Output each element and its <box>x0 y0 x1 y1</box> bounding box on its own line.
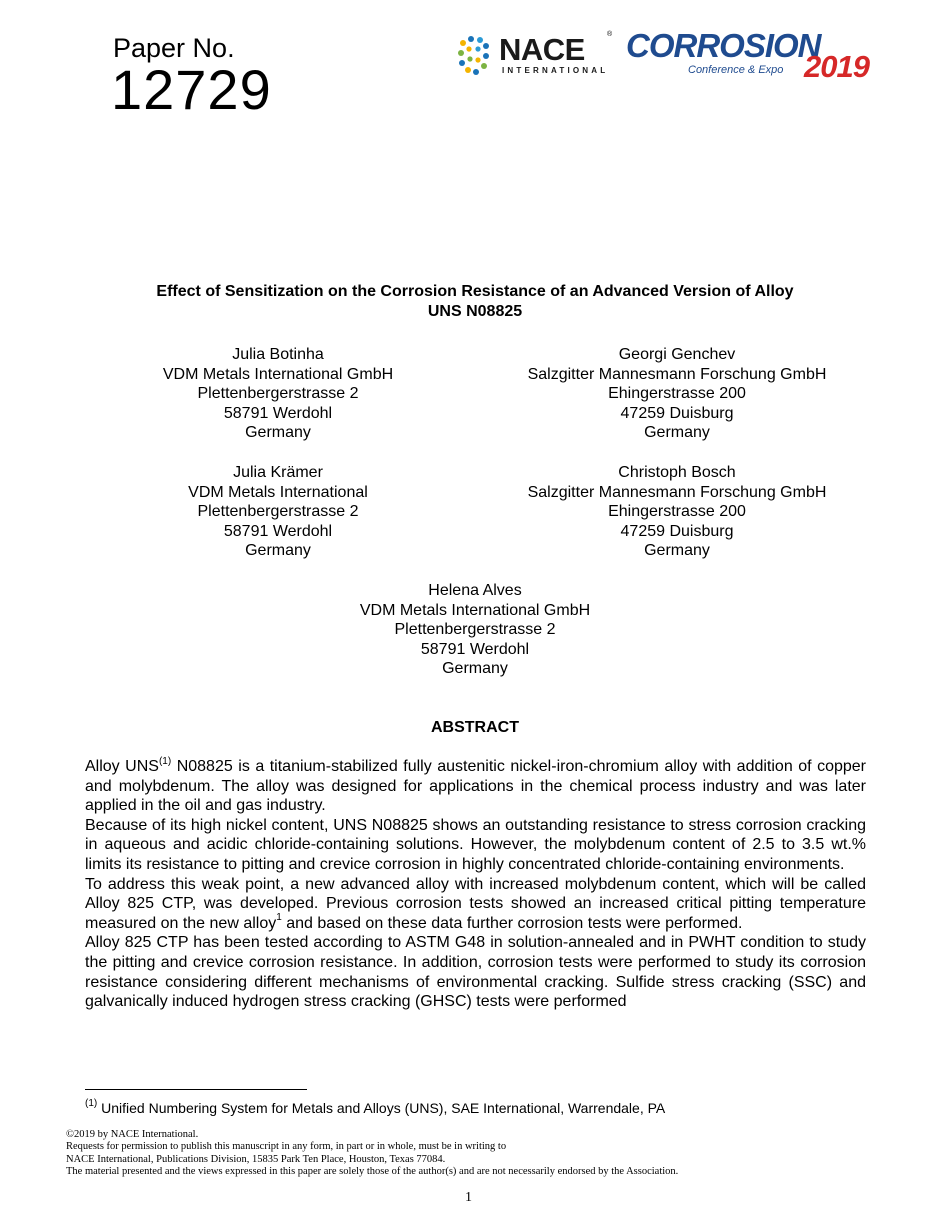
footnote-divider <box>85 1089 307 1090</box>
author-street: Plettenbergerstrasse 2 <box>197 503 359 521</box>
nace-globe-icon <box>455 33 497 79</box>
copyright-notice <box>66 1129 678 1179</box>
copyright-line: NACE International, Publications Division, 15835 Park Ten Place, Houston, Texas 77084. <box>66 1153 446 1165</box>
author-block-2 <box>487 345 867 443</box>
author-street: Ehingerstrasse 200 <box>608 503 746 521</box>
footnote <box>85 1100 665 1117</box>
corrosion-logo-subtext: Conference & Expo <box>688 64 784 76</box>
abstract-paragraph: Alloy UNS$^{(1)}$ N08825 is a titanium-stabilized fully austenitic nickel-iron-chromium alloy with addition of copper and molybdenum. The alloy was designed for applications in the chemical process industry and was later applied in the oil and gas industry. <box>85 755 867 815</box>
author-city: 58791 Werdohl <box>223 404 333 422</box>
nace-logo <box>455 33 615 79</box>
corrosion-logo-text: CORROSION <box>626 27 821 64</box>
author-street: Plettenbergerstrasse 2 <box>394 621 556 639</box>
footnote-marker: (1) <box>158 755 172 767</box>
author-org: VDM Metals International GmbH <box>359 601 591 619</box>
reference-marker: 1 <box>276 912 282 924</box>
nace-logo-text: NACE <box>499 32 585 67</box>
nace-logo-subtext: INTERNATIONAL <box>502 66 609 75</box>
paper-number-label: Paper No. <box>113 33 235 63</box>
author-org: VDM Metals International GmbH <box>162 365 394 383</box>
registered-mark: ® <box>607 31 613 38</box>
author-country: Germany <box>245 542 311 560</box>
author-city: 47259 Duisburg <box>620 404 734 422</box>
abstract-paragraph: Because of its high nickel content, UNS N08825 shows an outstanding resistance to stress corrosion cracking in aqueous and acidic chloride-containing solutions. However, the molybdenum content of 2.5 to 3.5 wt.% limits its resistance to pitting and crevice corrosion in highly concentrated chloride-containing environments. <box>85 816 866 873</box>
paper-number: 12729 <box>111 58 272 121</box>
page-number: 1 <box>465 1190 472 1205</box>
author-name: Julia Botinha <box>232 346 324 363</box>
author-org: Salzgitter Mannesmann Forschung GmbH <box>527 365 827 383</box>
author-org: VDM Metals International <box>188 483 368 501</box>
author-name: Georgi Genchev <box>618 346 736 363</box>
author-name: Julia Krämer <box>233 464 323 481</box>
footnote-marker: (1) <box>85 1098 98 1110</box>
author-name: Helena Alves <box>428 582 522 599</box>
author-org: Salzgitter Mannesmann Forschung GmbH <box>527 483 827 501</box>
author-city: 47259 Duisburg <box>620 522 734 540</box>
author-country: Germany <box>644 424 710 442</box>
copyright-line: ©2019 by NACE International. <box>66 1129 199 1140</box>
corrosion-2019-logo <box>624 28 884 88</box>
author-city: 58791 Werdohl <box>223 522 333 540</box>
paper-title <box>85 282 865 322</box>
author-block-3 <box>88 463 468 561</box>
author-city: 58791 Werdohl <box>420 640 530 658</box>
abstract-heading: ABSTRACT <box>431 719 519 736</box>
author-country: Germany <box>245 424 311 442</box>
author-country: Germany <box>442 660 508 678</box>
author-name: Christoph Bosch <box>618 464 736 481</box>
paper-title-line-1: Effect of Sensitization on the Corrosion Resistance of an Advanced Version of Alloy <box>156 283 794 300</box>
abstract-paragraph: To address this weak point, a new advanced alloy with increased molybdenum content, which will be called Alloy 825 CTP, was developed. Previous corrosion tests showed an increased critical pitting temperature measured on the new alloy$^1$ and based on these data further corrosion tests were performed. <box>85 875 866 932</box>
paper-title-line-2: UNS N08825 <box>427 303 523 320</box>
author-block-4 <box>487 463 867 561</box>
author-street: Ehingerstrasse 200 <box>608 385 746 403</box>
copyright-line: Requests for permission to publish this manuscript in any form, in part or in whole, must be in writing to <box>66 1141 507 1153</box>
corrosion-logo-year: 2019 <box>804 49 869 84</box>
author-block-1 <box>88 345 468 443</box>
footnote-text: Unified Numbering System for Metals and Alloys (UNS), SAE International, Warrendale, PA <box>97 1100 666 1116</box>
abstract-body <box>85 757 866 1012</box>
author-street: Plettenbergerstrasse 2 <box>197 385 359 403</box>
author-block-5 <box>285 581 665 679</box>
copyright-line: The material presented and the views expressed in this paper are solely those of the author(s) and are not necessarily endorsed by the Association. <box>66 1166 679 1178</box>
author-country: Germany <box>644 542 710 560</box>
abstract-paragraph: Alloy 825 CTP has been tested according to ASTM G48 in solution-annealed and in PWHT condition to study the pitting and crevice corrosion resistance. In addition, corrosion tests were performed to study its corrosion resistance considering different mechanisms of environmental cracking. Sulfide stress cracking (SSC) and galvanically induced hydrogen stress cracking (GHSC) tests were performed <box>85 934 866 1011</box>
